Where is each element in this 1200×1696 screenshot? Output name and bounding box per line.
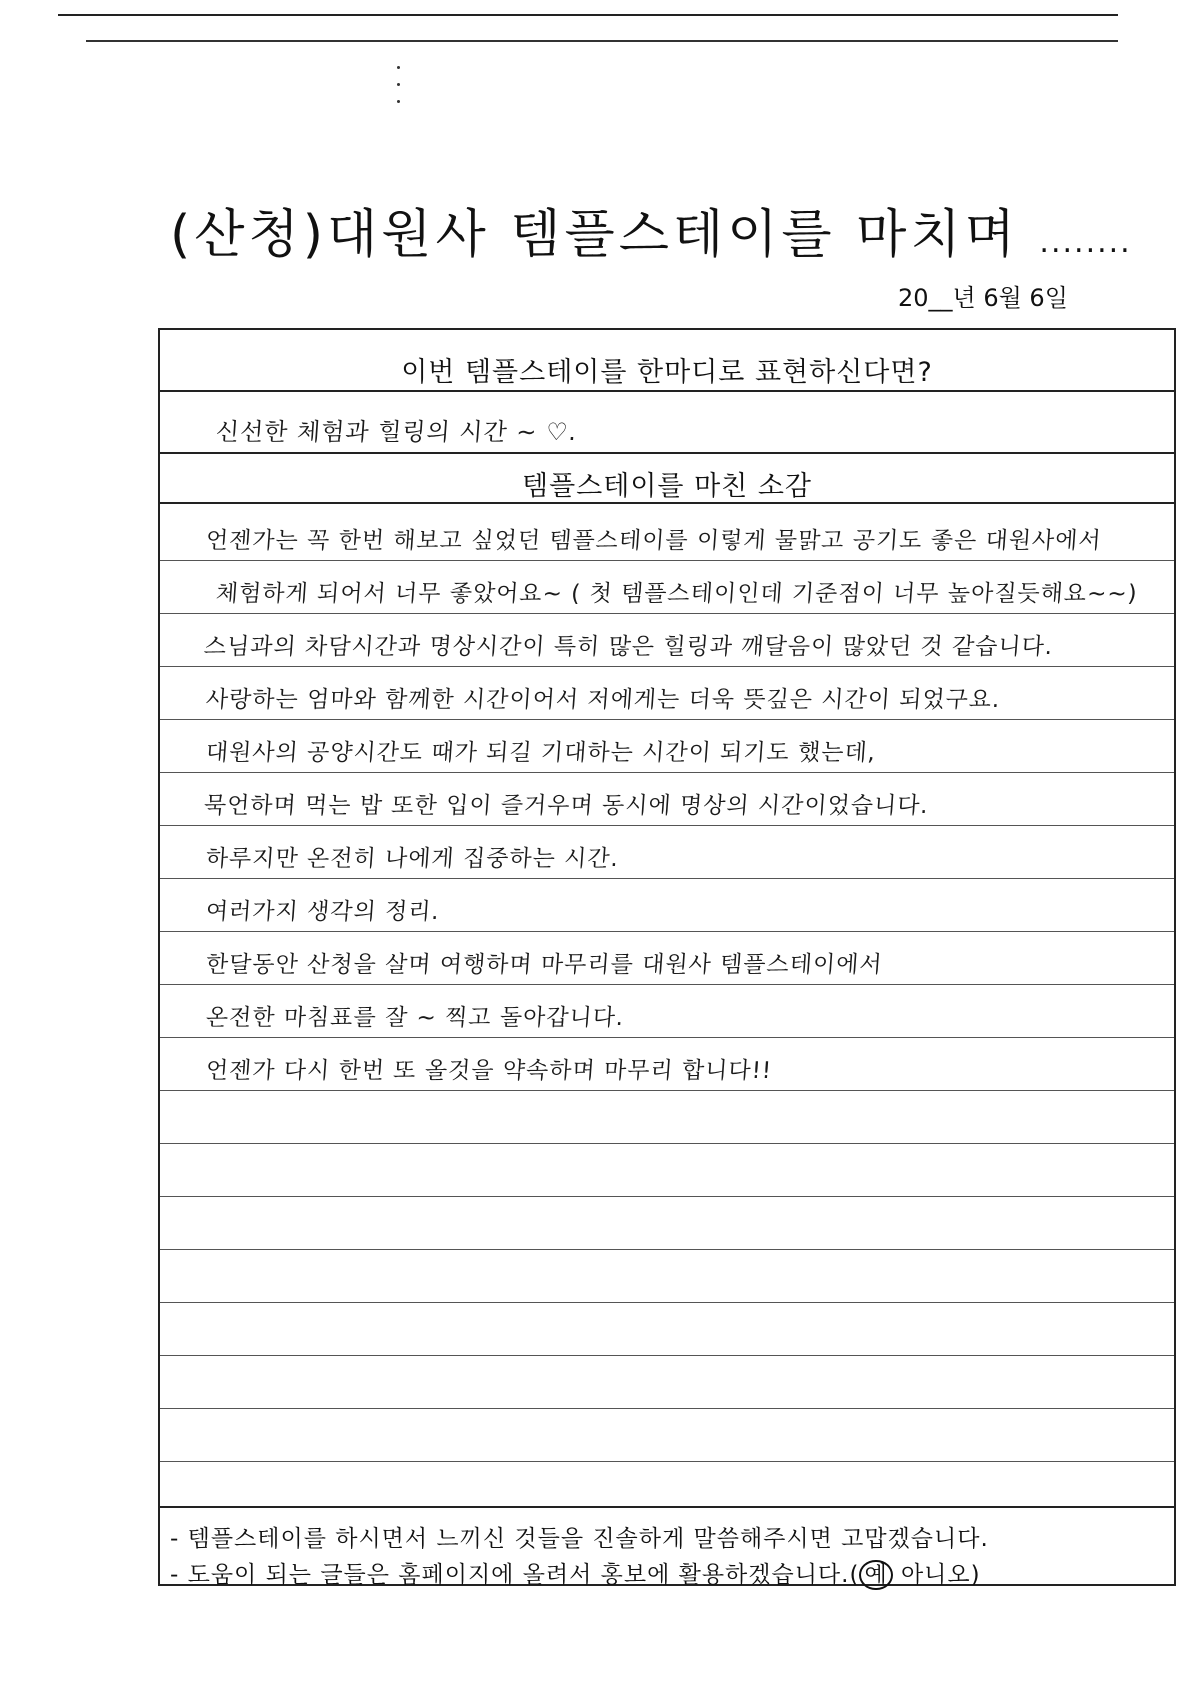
impression-line: 언젠가는 꼭 한번 해보고 싶었던 템플스테이를 이렇게 물맑고 공기도 좋은 대원사에서 (204, 528, 1103, 554)
impression-line: 하루지만 온전히 나에게 집중하는 시간. (204, 846, 620, 872)
scan-marks (397, 66, 401, 126)
section1-heading: 이번 템플스테이를 한마디로 표현하신다면? (401, 357, 933, 388)
writing-line (160, 1143, 1174, 1144)
impression-line: 스님과의 차담시간과 명상시간이 특히 많은 힐링과 깨달음이 많았던 것 같습니다. (202, 634, 1055, 660)
writing-line (160, 984, 1174, 985)
impression-line: 묵언하며 먹는 밥 또한 입이 즐거우며 동시에 명상의 시간이었습니다. (202, 793, 930, 819)
divider (160, 390, 1174, 392)
document-title (170, 192, 1170, 267)
top-rule (58, 14, 1118, 16)
writing-line (160, 1461, 1174, 1462)
writing-line (160, 772, 1174, 773)
writing-line (160, 719, 1174, 720)
footer-note-1: - 템플스테이를 하시면서 느끼신 것들을 진솔하게 말씀해주시면 고맙겠습니다. (170, 1526, 989, 1552)
writing-line (160, 613, 1174, 614)
writing-line (160, 1302, 1174, 1303)
impression-line: 사랑하는 엄마와 함께한 시간이어서 저에게는 더욱 뜻깊은 시간이 되었구요. (204, 687, 1002, 713)
consent-no-text: 아니오) (892, 1562, 981, 1588)
section1-answer: 신선한 체험과 힐링의 시간 ~ ♡. (214, 418, 579, 446)
impression-line: 한달동안 산청을 살며 여행하며 마무리를 대원사 템플스테이에서 (204, 952, 884, 978)
writing-line (160, 825, 1174, 826)
writing-line (160, 1355, 1174, 1356)
consent-yes-circled[interactable]: 예 (859, 1560, 892, 1590)
writing-line (160, 1196, 1174, 1197)
title-ellipsis: ........ (1039, 225, 1132, 260)
impression-line: 체험하게 되어서 너무 좋았어요~ ( 첫 템플스테이인데 기준점이 너무 높아질듯해요~~) (214, 581, 1139, 607)
writing-line (160, 1408, 1174, 1409)
footer-note-2-text: - 도움이 되는 글들은 홈페이지에 올려서 홍보에 활용하겠습니다.( (170, 1562, 860, 1588)
title-text: (산청)대원사 템플스테이를 마치며 (170, 205, 1019, 265)
impression-line: 온전한 마침표를 잘 ~ 찍고 돌아갑니다. (204, 1005, 626, 1031)
impression-line: 언젠가 다시 한번 또 올것을 약속하며 마무리 합니다!! (204, 1058, 773, 1084)
divider (160, 452, 1174, 454)
writing-line (160, 1090, 1174, 1091)
footer-note-2 (170, 1556, 981, 1590)
writing-line (160, 878, 1174, 879)
impression-line: 여러가지 생각의 정리. (204, 899, 441, 925)
section2-heading: 템플스테이를 마친 소감 (522, 471, 812, 502)
writing-line (160, 931, 1174, 932)
writing-line (160, 1249, 1174, 1250)
impression-line: 대원사의 공양시간도 때가 되길 기대하는 시간이 되기도 했는데, (204, 740, 877, 766)
writing-line (160, 666, 1174, 667)
divider (160, 1506, 1174, 1508)
top-rule-secondary (86, 40, 1118, 42)
writing-line (160, 1037, 1174, 1038)
writing-line (160, 560, 1174, 561)
document-date: 20__년 6월 6일 (898, 284, 1068, 312)
divider (160, 502, 1174, 504)
feedback-form (158, 328, 1176, 1586)
